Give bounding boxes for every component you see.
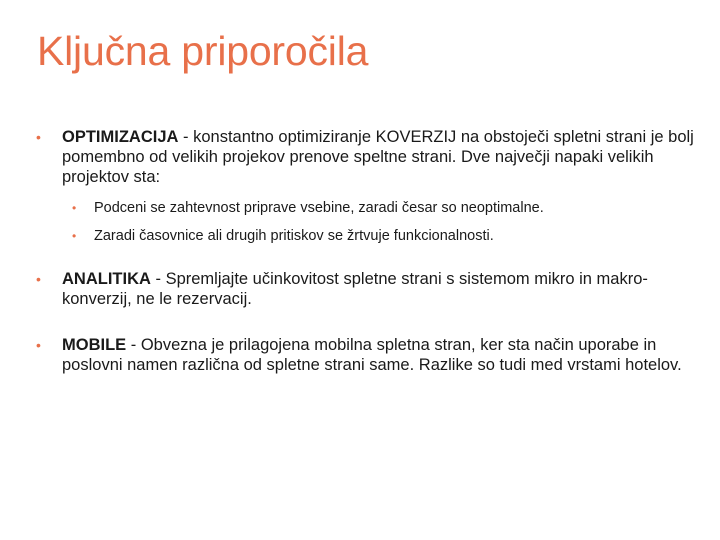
bullet-text: - Obvezna je prilagojena mobilna spletna stran, ker sta način uporabe in poslovni namen različna od spletne strani same. Razlike so tudi med vrstami hotelov.	[62, 336, 682, 374]
sub-bullet-text: Zaradi časovnice ali drugih pritiskov se žrtvuje funkcionalnosti.	[94, 228, 494, 244]
sub-bullet-functionality	[36, 227, 696, 245]
bullet-heading: OPTIMIZACIJA	[62, 128, 179, 146]
slide-title: Ključna priporočila	[37, 28, 369, 74]
bullet-dot-icon: •	[72, 201, 77, 215]
bullet-optimizacija	[36, 127, 696, 187]
bullet-dot-icon: •	[72, 229, 77, 243]
bullet-text: - konstantno optimiziranje KOVERZIJ na obstoječi spletni strani je bolj pomembno od velikih projekov prenove speltne strani. Dve največji napaki velikih projektov sta:	[62, 128, 694, 186]
bullet-mobile	[36, 335, 696, 375]
bullet-text: - Spremljajte učinkovitost spletne strani s sistemom mikro in makro-konverzij, ne le rezervacij.	[62, 270, 648, 308]
bullet-analitika	[36, 269, 696, 309]
slide-content	[36, 127, 696, 375]
bullet-heading: ANALITIKA	[62, 270, 151, 288]
bullet-dot-icon: •	[36, 129, 41, 145]
sub-bullet-text: Podceni se zahtevnost priprave vsebine, zaradi česar so neoptimalne.	[94, 200, 544, 216]
bullet-dot-icon: •	[36, 271, 41, 287]
bullet-dot-icon: •	[36, 337, 41, 353]
bullet-heading: MOBILE	[62, 336, 127, 354]
sub-bullet-content	[36, 199, 696, 217]
